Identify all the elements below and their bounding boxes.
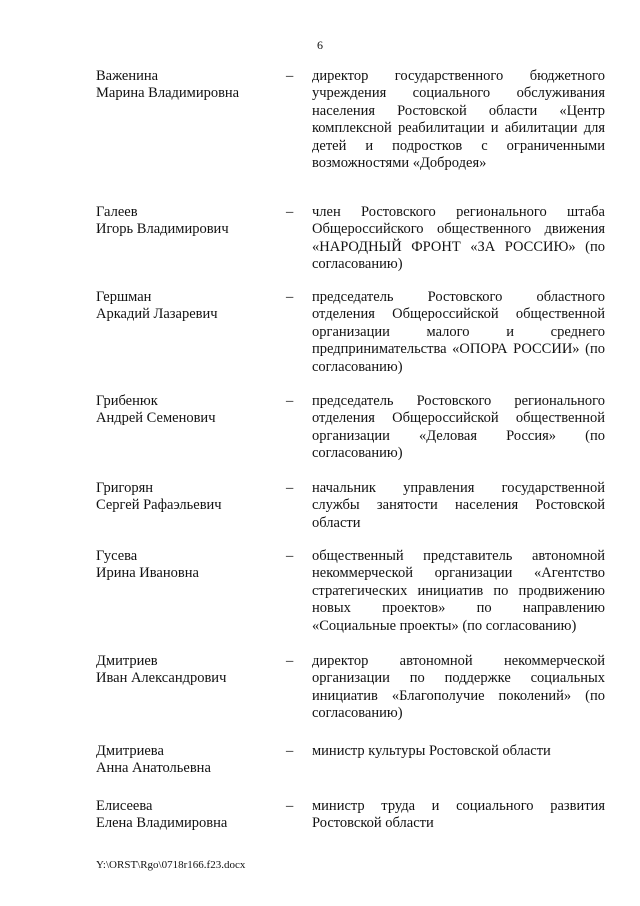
member-surname: Грибенюк <box>96 393 158 409</box>
member-position: член Ростовского регионального штаба Общероссийского общественного движения «НАРОДНЫЙ ФРОНТ «ЗА РОССИЮ» (по согласованию) <box>312 204 605 273</box>
member-given-name: Ирина Ивановна <box>96 565 199 582</box>
member-position: председатель Ростовского областного отделения Общероссийской общественной организации малого и среднего предпринимательства «ОПОРА РОССИИ» (по согласованию) <box>312 289 605 375</box>
member-position: начальник управления государственной службы занятости населения Ростовской области <box>312 480 605 531</box>
member-name <box>96 204 276 239</box>
dash-separator: – <box>286 289 294 305</box>
member-name <box>96 548 276 583</box>
dash-separator: – <box>286 653 294 669</box>
dash-separator: – <box>286 204 294 220</box>
dash-separator: – <box>286 743 294 759</box>
member-position: председатель Ростовского регионального отделения Общероссийской общественной организации «Деловая Россия» (по согласованию) <box>312 393 605 462</box>
member-given-name: Игорь Владимирович <box>96 221 229 238</box>
page-number: 6 <box>317 38 323 52</box>
member-surname: Дмитриева <box>96 743 164 759</box>
dash-separator: – <box>286 68 294 84</box>
member-given-name: Марина Владимировна <box>96 85 240 102</box>
member-given-name: Сергей Рафаэльевич <box>96 497 222 514</box>
member-name <box>96 289 276 324</box>
member-position: министр труда и социального развития Ростовской области <box>312 798 605 832</box>
member-name <box>96 393 276 428</box>
member-position: директор государственного бюджетного учреждения социального обслуживания населения Ростовской области «Центр комплексной реабилитации и абилитации для детей и подростков с ограниченными возможностями «Добродея» <box>312 68 605 172</box>
member-name <box>96 480 276 515</box>
member-name <box>96 743 276 778</box>
member-name <box>96 653 276 688</box>
member-given-name: Елена Владимировна <box>96 815 228 832</box>
member-name <box>96 68 276 103</box>
member-given-name: Анна Анатольевна <box>96 760 211 777</box>
member-surname: Гершман <box>96 289 152 305</box>
dash-separator: – <box>286 798 294 814</box>
member-position: министр культуры Ростовской области <box>312 743 551 759</box>
member-name <box>96 798 276 833</box>
member-surname: Гусева <box>96 548 138 564</box>
document-file-path: Y:\ORST\Rgo\0718r166.f23.docx <box>96 859 246 871</box>
member-position: общественный представитель автономной некоммерческой организации «Агентство стратегических инициатив по продвижению новых проектов» по направлению «Социальные проекты» (по согласованию) <box>312 548 605 634</box>
member-surname: Григорян <box>96 480 153 496</box>
member-given-name: Аркадий Лазаревич <box>96 306 218 323</box>
dash-separator: – <box>286 480 294 496</box>
member-position: директор автономной некоммерческой организации по поддержке социальных инициатив «Благополучие поколений» (по согласованию) <box>312 653 605 722</box>
dash-separator: – <box>286 548 294 564</box>
member-given-name: Андрей Семенович <box>96 410 216 427</box>
member-surname: Важенина <box>96 68 159 84</box>
member-surname: Галеев <box>96 204 138 220</box>
member-given-name: Иван Александрович <box>96 670 227 687</box>
member-surname: Дмитриев <box>96 653 158 669</box>
member-surname: Елисеева <box>96 798 153 814</box>
dash-separator: – <box>286 393 294 409</box>
